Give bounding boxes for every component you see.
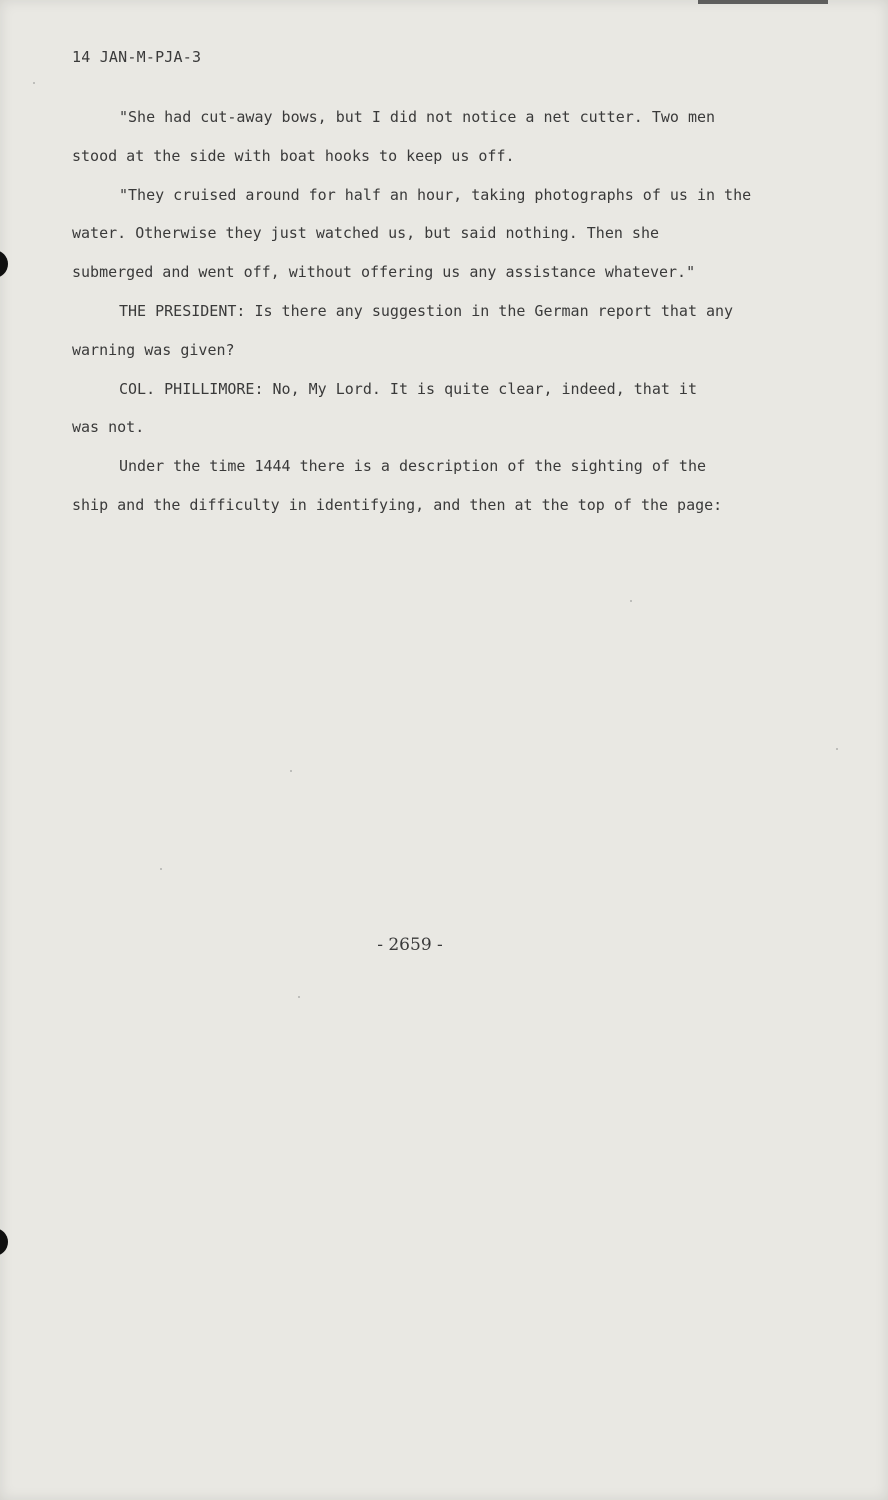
transcript-body — [72, 98, 802, 525]
text-line: COL. PHILLIMORE: No, My Lord. It is quite clear, indeed, that it — [119, 379, 697, 398]
document-reference: 14 JAN-M-PJA-3 — [72, 48, 202, 66]
punch-hole-upper — [0, 250, 8, 278]
punch-hole-lower — [0, 1228, 8, 1256]
text-line: water. Otherwise they just watched us, but said nothing. Then she — [72, 224, 659, 243]
text-line: stood at the side with boat hooks to keep us off. — [72, 146, 515, 165]
text-line: Under the time 1444 there is a description of the sighting of the — [119, 457, 706, 476]
paper-speck — [290, 770, 292, 772]
paper-speck — [836, 748, 838, 750]
text-line: "She had cut-away bows, but I did not notice a net cutter. Two men — [119, 108, 716, 126]
top-edge-mark — [698, 0, 828, 4]
text-line: THE PRESIDENT: Is there any suggestion in the German report that any — [119, 301, 734, 320]
text-line: was not. — [72, 418, 145, 437]
text-line: ship and the difficulty in identifying, and then at the top of the page: — [72, 495, 723, 514]
text-line: "They cruised around for half an hour, taking photographs of us in the — [119, 185, 752, 204]
paper-speck — [630, 600, 632, 602]
text-line: submerged and went off, without offering us any assistance whatever." — [72, 263, 696, 282]
paper-speck — [160, 868, 162, 870]
text-line: warning was given? — [72, 340, 235, 359]
paper-speck — [298, 996, 300, 998]
page-number: - 2659 - — [377, 935, 443, 955]
paper-speck — [33, 82, 35, 84]
